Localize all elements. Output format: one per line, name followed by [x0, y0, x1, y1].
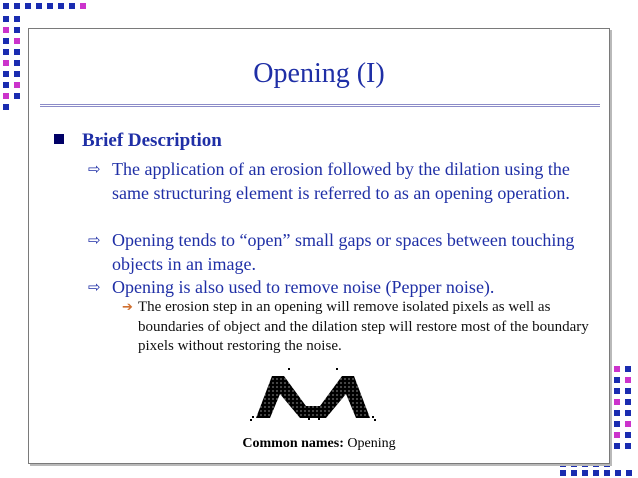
caption-label: Common names: — [242, 436, 344, 451]
outline-arrow-icon: ⇨ — [88, 160, 101, 178]
decorative-square — [3, 93, 9, 99]
solid-arrow-icon: ➔ — [122, 300, 133, 315]
decorative-square — [36, 3, 42, 9]
figure-caption — [0, 436, 638, 452]
decorative-square — [14, 16, 20, 22]
decorative-square — [625, 377, 631, 383]
decorative-square — [14, 93, 20, 99]
decorative-square — [614, 388, 620, 394]
decorative-square — [571, 470, 577, 476]
decorative-square — [3, 27, 9, 33]
caption-value: Opening — [347, 436, 396, 451]
decorative-square — [614, 410, 620, 416]
decorative-square — [582, 470, 588, 476]
slide-title: Opening (I) — [253, 58, 385, 89]
decorative-square — [604, 470, 610, 476]
decorative-square — [625, 421, 631, 427]
decorative-square — [25, 3, 31, 9]
sub-list-item-text: The erosion step in an opening will remove isolated pixels as well as boundaries of object and the dilation step will restore most of the boundary pixels without restoring the noise. — [138, 299, 589, 354]
decorative-square — [614, 377, 620, 383]
decorative-square — [625, 366, 631, 372]
decorative-square — [560, 470, 566, 476]
decorative-square — [3, 3, 9, 9]
decorative-square — [3, 104, 9, 110]
opening-example-image — [248, 366, 378, 422]
decorative-square — [58, 3, 64, 9]
outline-arrow-icon: ⇨ — [88, 231, 101, 249]
list-item-text: The application of an erosion followed by the dilation using the same structuring element is referred to as an opening operation. — [112, 159, 570, 203]
list-item — [88, 158, 593, 205]
decorative-square — [614, 421, 620, 427]
list-item — [88, 276, 593, 300]
decorative-square — [47, 3, 53, 9]
title-underline — [40, 104, 600, 107]
bullet-heading-text: Brief Description — [82, 130, 222, 151]
list-item-text: Opening tends to “open” small gaps or spaces between touching objects in an image. — [112, 230, 575, 274]
decorative-square — [14, 27, 20, 33]
decorative-square — [625, 388, 631, 394]
decorative-square — [14, 3, 20, 9]
list-item — [88, 229, 593, 276]
decorative-square — [80, 3, 86, 9]
decorative-square — [3, 49, 9, 55]
list-item-text: Opening is also used to remove noise (Pepper noise). — [112, 277, 495, 297]
decorative-square — [593, 470, 599, 476]
outline-arrow-icon: ⇨ — [88, 278, 101, 296]
decorative-square — [3, 38, 9, 44]
decorative-square — [614, 399, 620, 405]
bullet-heading — [54, 130, 222, 152]
decorative-square — [69, 3, 75, 9]
decorative-square — [3, 16, 9, 22]
filled-square-icon — [54, 134, 64, 144]
decorative-square — [625, 399, 631, 405]
decorative-square — [625, 410, 631, 416]
decorative-square — [615, 470, 621, 476]
sub-list-item — [122, 298, 592, 357]
decorative-square — [626, 470, 632, 476]
decorative-square — [14, 38, 20, 44]
decorative-square — [614, 366, 620, 372]
decorative-square — [14, 49, 20, 55]
